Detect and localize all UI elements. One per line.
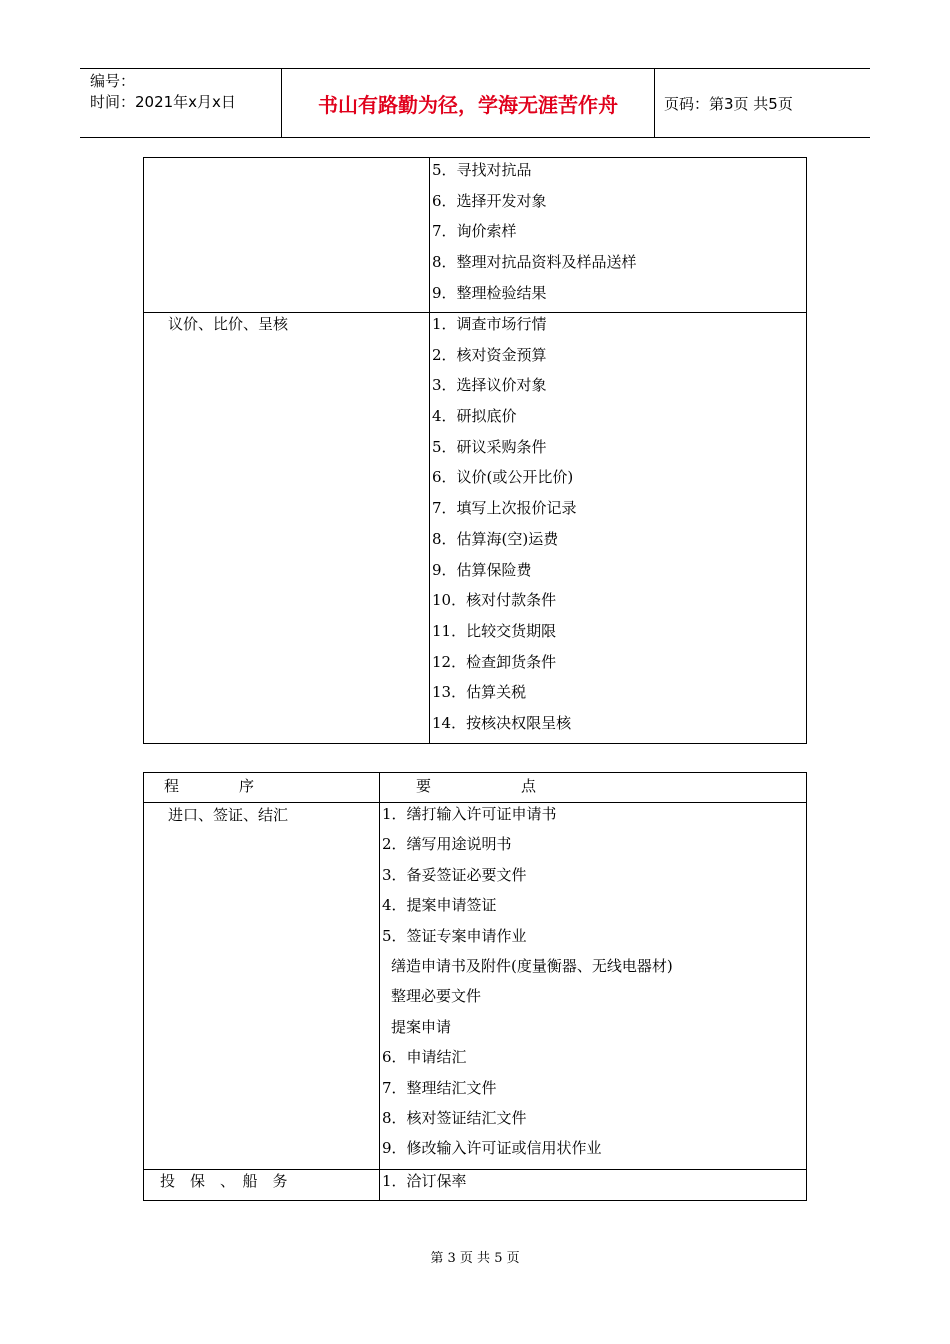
table2-row1-points (382, 803, 673, 1168)
header-motto: 书山有路勤为径，学海无涯苦作舟 (318, 92, 618, 117)
list-item: 12．检查卸货条件 (432, 652, 557, 671)
list-item: 8．核对签证结汇文件 (382, 1108, 527, 1127)
column-header-procedure: 程 序 (164, 777, 255, 795)
page-header (80, 68, 870, 138)
list-item: 1．缮打输入许可证申请书 (382, 805, 557, 823)
document-time-label: 时间：2021年x月x日 (90, 93, 236, 111)
document-number-label: 编号： (90, 72, 136, 90)
list-item: 1．洽订保率 (382, 1172, 467, 1190)
list-subitem: 缮造申请书及附件(度量衡器、无线电器材) (391, 956, 673, 975)
list-item: 5．研议采购条件 (432, 437, 547, 456)
header-meta (90, 71, 236, 113)
column-header-points: 要 点 (416, 777, 537, 795)
list-item: 5．寻找对抗品 (432, 161, 532, 179)
list-item: 8．整理对抗品资料及样品送样 (432, 253, 637, 272)
list-item: 14．按核决权限呈核 (432, 713, 572, 732)
procedure-name: 投 保 、 船 务 (160, 1172, 288, 1190)
header-divider (654, 69, 655, 137)
list-item: 6．申请结汇 (382, 1048, 467, 1067)
procedure-name: 议价、比价、呈核 (168, 315, 289, 333)
list-item: 4．研拟底价 (432, 407, 517, 426)
list-item: 8．估算海(空)运费 (432, 529, 559, 548)
list-item: 10．核对付款条件 (432, 591, 557, 610)
list-item: 13．估算关税 (432, 683, 527, 702)
table2-row2-points (382, 1170, 467, 1201)
table1-row1-points (432, 159, 637, 312)
list-item: 2．核对资金预算 (432, 345, 547, 364)
list-item: 6．选择开发对象 (432, 191, 547, 210)
list-item: 11．比较交货期限 (432, 621, 557, 640)
procedure-table-1 (143, 157, 807, 744)
list-item: 6．议价(或公开比价) (432, 468, 574, 487)
list-item: 3．选择议价对象 (432, 376, 547, 395)
list-item: 9．修改输入许可证或信用状作业 (382, 1139, 602, 1158)
list-item: 5．签证专案申请作业 (382, 926, 527, 945)
list-item: 4．提案申请签证 (382, 896, 497, 915)
header-page-indicator: 页码：第3页 共5页 (664, 94, 793, 113)
procedure-name: 进口、签证、结汇 (168, 806, 289, 824)
page-footer: 第 3 页 共 5 页 (430, 1251, 520, 1266)
list-item: 7．询价索样 (432, 222, 517, 241)
row-divider (144, 1169, 806, 1170)
list-subitem: 整理必要文件 (391, 987, 482, 1006)
list-item: 9．整理检验结果 (432, 283, 547, 302)
list-item: 2．缮写用途说明书 (382, 835, 512, 854)
list-subitem: 提案申请 (391, 1017, 452, 1036)
list-item: 9．估算保险费 (432, 560, 532, 579)
column-divider (429, 158, 430, 743)
table1-row2-points (432, 313, 577, 743)
list-item: 7．整理结汇文件 (382, 1078, 497, 1097)
list-item: 1．调查市场行情 (432, 315, 547, 333)
column-divider (379, 773, 380, 1200)
list-item: 7．填写上次报价记录 (432, 499, 577, 518)
list-item: 3．备妥签证必要文件 (382, 865, 527, 884)
procedure-table-2 (143, 772, 807, 1201)
